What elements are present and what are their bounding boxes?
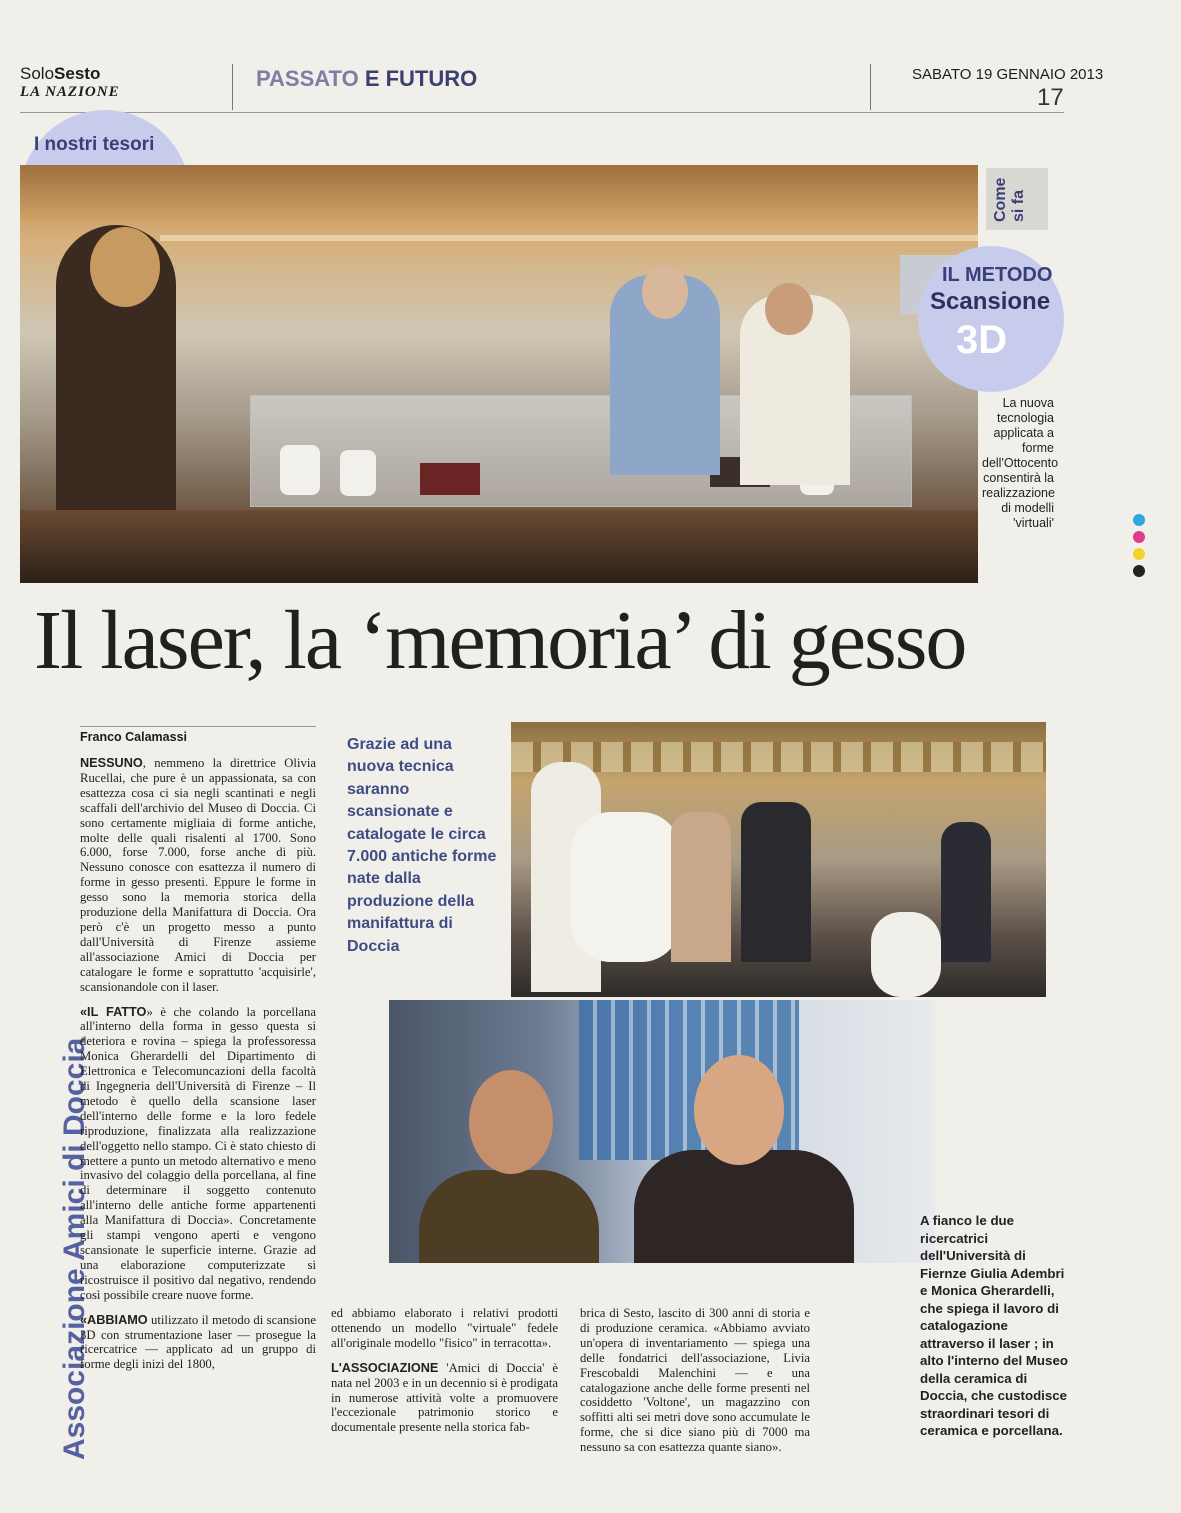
headline: Il laser, la ‘memoria’ di gesso <box>34 594 966 687</box>
paragraph: ed abbiamo elaborato i relativi prodotti ottenendo un modello "virtuale" fedele all'originale modello "fisico" in terracotta». <box>331 1306 558 1350</box>
registration-dot <box>1133 531 1145 543</box>
photo-caption: A fianco le due ricercatrici dell'Università di Fiernze Giulia Adembri e Monica Gherardelli, che spiega il lavoro di catalogazione attraverso il laser ; in alto l'interno del Museo della ceramica di Doccia, che custodisce straordinari tesori di ceramica e porcellana. <box>920 1213 1068 1438</box>
rubric-label: I nostri tesori <box>34 134 155 155</box>
method-label: IL METODO <box>942 264 1053 286</box>
header-divider <box>232 64 233 110</box>
association-vertical-label: Associazione Amici di Doccia <box>58 1037 91 1460</box>
paragraph: brica di Sesto, lascito di 300 anni di storia e di produzione ceramica. «Abbiamo avviato un'opera di inventariamento — spiega una delle fondatrici dell'associazione, Livia Frescobaldi Malenchini — e una catalogazione anche delle forme presenti nel cosiddetto 'Voltone', un magazzino con soffitti alti sei metri dove sono accumulate le forme, che si dice siano più di 7000 ma nessuno sa con esattezza quante siano». <box>580 1306 810 1455</box>
museum-interior-photo <box>20 165 978 583</box>
section-title: PASSATO E FUTURO <box>256 66 478 91</box>
paragraph: «IL FATTO» è che colando la porcellana all'interno della forma in gesso questa si deteriora e rovina – spiega la professoressa Monica Gherardelli del Dipartimento di Elettronica e Telecomuncazioni della facoltà di Ingegneria dell'Università di Firenze – Il metodo è quello della scansione laser dell'interno delle forme e la loro fedele riproduzione, finalizzata alla realizzazione dell'oggetto nello stampo. Ci è stato chiesto di mettere a punto un metodo alternativo e meno invasivo del colaggio della porcellana, al fine di determinare il soggetto contenuto all'interno delle antiche forme appartenenti alla Manifattura di Doccia». Concretamente gli stampi vengono aperti e vengono scansionate le superficie interne. Grazie ad una elaborazione computerizzate si ricostruisce il positivo dal negativo, rendendo così possibile creare nuove forme. <box>80 1004 316 1302</box>
how-to-box: Come si fa <box>986 168 1048 230</box>
author-rule <box>80 726 316 727</box>
researchers-photo <box>389 1000 935 1263</box>
registration-dot <box>1133 514 1145 526</box>
registration-dot <box>1133 565 1145 577</box>
registration-dot <box>1133 548 1145 560</box>
paragraph: L'ASSOCIAZIONE 'Amici di Doccia' è nata nel 2003 e in un decennio si è prodigata in numerose attività volte a promuovere l'eccezionale patrimonio storico e documentale presente nella storica fab- <box>331 1360 558 1435</box>
header-divider-right <box>870 64 871 110</box>
method-title: Scansione <box>930 288 1051 315</box>
method-3d: 3D <box>956 318 1008 362</box>
header-rule <box>20 112 1064 113</box>
article-column-3 <box>580 1306 810 1465</box>
paragraph: NESSUNO, nemmeno la direttrice Olivia Rucellai, che pure è un appassionata, sa con esattezza cosa ci sia negli scantinati e negli scaffali dell'archivio del Museo di Doccia. Ci sono certamente migliaia di forme antiche, molte delle quali risalenti al 1700. Sono 6.000, forse 7.000, forse anche di più. Nessuno conosce con esattezza il numero di forme in gesso presenti. Eppure le forme in gesso sono la memoria storica della produzione della Manifattura di Doccia. Ora però c'è un progetto messo a punto dall'Università di Firenze assieme all'associazione Amici di Doccia per catalogare le forme e soprattutto 'acquisirle', scansionandole con il laser. <box>80 756 316 994</box>
pull-quote: Grazie ad una nuova tecnica saranno scansionate e catalogate le circa 7.000 antiche forme nate dalla produzione della manifattura di Doccia <box>347 736 497 955</box>
article-column-2 <box>331 1306 558 1445</box>
museum-gallery-photo <box>511 722 1046 997</box>
page-number: 17 <box>1037 84 1064 111</box>
brand-la-nazione: LA NAZIONE <box>20 84 120 100</box>
paragraph: «ABBIAMO utilizzato il metodo di scansione 3D con strumentazione laser — prosegue la ricercatrice — applicato ad un gruppo di forme degli inizi del 1800, <box>80 1312 316 1372</box>
issue-date: SABATO 19 GENNAIO 2013 <box>912 66 1104 83</box>
method-caption: La nuova tecnologia applicata a forme dell'Ottocento consentirà la realizzazione di modelli 'virtuali' <box>982 396 1059 530</box>
article-column-1 <box>80 756 316 1382</box>
brand-solosesto: SoloSesto <box>20 64 101 83</box>
author-byline: Franco Calamassi <box>80 730 187 744</box>
